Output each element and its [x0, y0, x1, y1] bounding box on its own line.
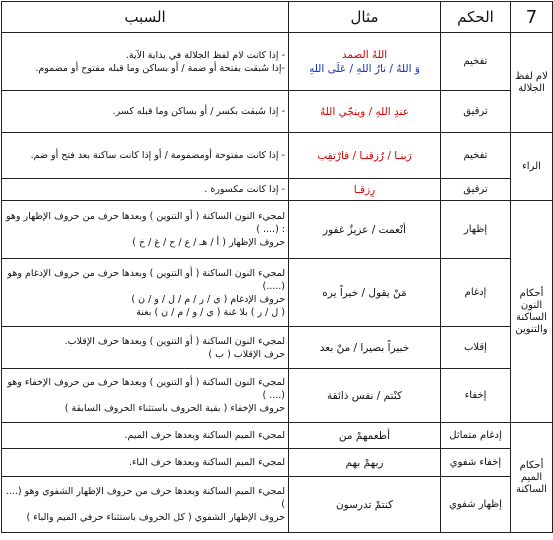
header-number: 7: [511, 2, 553, 33]
reason-line: - إذا سُبقت بكسر / أو بساكن وما قبله كسر.: [112, 106, 285, 117]
table-row: [2, 133, 553, 179]
rule-cell: ترقيق: [441, 91, 511, 133]
table-row: [2, 423, 553, 449]
reason-cell: [2, 179, 289, 201]
reason-cell: [2, 259, 289, 327]
example-cell: [289, 133, 441, 179]
reason-line: حرف الإقلاب ( ب ): [208, 348, 285, 360]
reason-line: لمجيء النون الساكنة ( أو التنوين ) وبعدها حرف من حروف الإدغام وهو (.....): [7, 267, 285, 292]
tajweed-rules-table: [1, 1, 553, 533]
reason-line: - إذا كانت لام لفظ الجلالة في بداية الآية.: [125, 49, 285, 61]
reason-cell: [2, 33, 289, 91]
example-line: مَنْ يقول / خيراً يره: [322, 286, 407, 299]
table-row: [2, 477, 553, 533]
table-row: [2, 179, 553, 201]
reason-line: لمجيء النون الساكنة ( أو التنوين ) وبعدها حرف الإقلاب.: [64, 335, 285, 347]
header-rule: الحكم: [441, 2, 511, 33]
reason-cell: [2, 449, 289, 477]
reason-line: حروف الإظهار ( أ / هـ / ع / ح / غ / خ ): [132, 237, 285, 248]
example-cell: [289, 33, 441, 91]
example-cell: [289, 201, 441, 259]
example-line: كنتمْ تدرسون: [335, 498, 394, 511]
group-lafz-jalala: لام لفظ الجلالة: [511, 33, 553, 133]
reason-line: حروف الإخفاء ( بقية الحروف باستثناء الحروف السابقة ): [64, 403, 285, 414]
example-line: كنْتم / نفس ذائقة: [327, 389, 402, 402]
reason-line: - إذا كانت مكسورة .: [204, 184, 285, 195]
reason-cell: [2, 91, 289, 133]
rule-cell: إقلاب: [441, 327, 511, 369]
header-row: [2, 2, 553, 33]
rule-cell: إخفاء: [441, 369, 511, 423]
reason-line: لمجيء النون الساكنة ( أو التنوين ) وبعدها حرف من حروف الإظهار وهو : (.... ): [5, 211, 285, 235]
reason-line: - إذا كانت مفتوحة أومضمومة / أو إذا كانت ساكنة بعد فتح أو ضم.: [30, 150, 285, 161]
table-row: [2, 259, 553, 327]
example-cell: [289, 477, 441, 533]
table-row: [2, 33, 553, 91]
example-line: أطعمهمْ من: [338, 429, 391, 442]
reason-cell: [2, 327, 289, 369]
example-line: وَ اللهُ / نارُ اللهِ / عَلَى اللهِ: [309, 62, 420, 75]
example-cell: [289, 369, 441, 423]
reason-line: لمجيء الميم الساكنة وبعدها حرف الميم.: [124, 430, 285, 441]
example-cell: [289, 327, 441, 369]
rule-cell: إظهار شفوي: [441, 477, 511, 533]
table-row: [2, 449, 553, 477]
example-line: رَبنـا / رُزقنـا / فارْتقِب: [317, 149, 412, 162]
reason-cell: [2, 133, 289, 179]
example-line: عندِ اللهِ / وينجّي اللهُ: [320, 105, 409, 118]
group-nun: أحكام النون الساكنة والتنوين: [511, 201, 553, 423]
example-cell: [289, 449, 441, 477]
header-reason: السبب: [2, 2, 289, 33]
table-row: [2, 91, 553, 133]
example-cell: [289, 423, 441, 449]
example-cell: [289, 91, 441, 133]
rule-cell: إدغام: [441, 259, 511, 327]
reason-cell: [2, 369, 289, 423]
example-line: اللهُ الصمد: [341, 48, 388, 61]
example-cell: [289, 259, 441, 327]
table-row: [2, 201, 553, 259]
reason-line: لمجيء الميم الساكنة وبعدها حرف من حروف الإظهار الشفوي وهو (.... ): [5, 486, 285, 510]
example-line: ربهمْ بهم: [345, 456, 384, 469]
example-cell: [289, 179, 441, 201]
reason-line: حروف الإظهار الشفوي ( كل الحروف باستثناء حرفي الميم والباء ): [26, 512, 285, 523]
reason-line: -إذا سُبقت بفتحة أو ضمة / أو بساكن وما قبله مفتوح أو مضموم.: [35, 62, 285, 74]
rule-cell: إظهار: [441, 201, 511, 259]
reason-line: لمجيء النون الساكنة ( أو التنوين ) وبعدها حرف من حروف الإخفاء وهو (.... ): [7, 377, 285, 401]
reason-cell: [2, 201, 289, 259]
group-mim: أحكام الميم الساكنة: [511, 423, 553, 533]
rule-cell: تفخيم: [441, 33, 511, 91]
reason-cell: [2, 477, 289, 533]
header-example: مثال: [289, 2, 441, 33]
reason-line: ( ل / ر ) بلا غنة ( ي / و / م / ن ) بغنة: [136, 306, 285, 318]
example-line: خبيراً بصيرا / منْ بعد: [319, 341, 410, 354]
reason-line: لمجيء الميم الساكنة وبعدها حرف الباء.: [128, 457, 285, 468]
rule-cell: تفخيم: [441, 133, 511, 179]
reason-line: حروف الإدغام ( ي / ر / م / ل / و / ن ): [131, 293, 285, 305]
group-ra: الراء: [511, 133, 553, 201]
table-row: [2, 327, 553, 369]
rule-cell: إدغام متماثل: [441, 423, 511, 449]
reason-cell: [2, 423, 289, 449]
table-row: [2, 369, 553, 423]
example-line: أنْعمت / عزيزٌ غفور: [323, 223, 406, 236]
rule-cell: إخفاء شفوي: [441, 449, 511, 477]
rule-cell: ترقيق: [441, 179, 511, 201]
example-line: رِزقـا: [353, 183, 376, 196]
